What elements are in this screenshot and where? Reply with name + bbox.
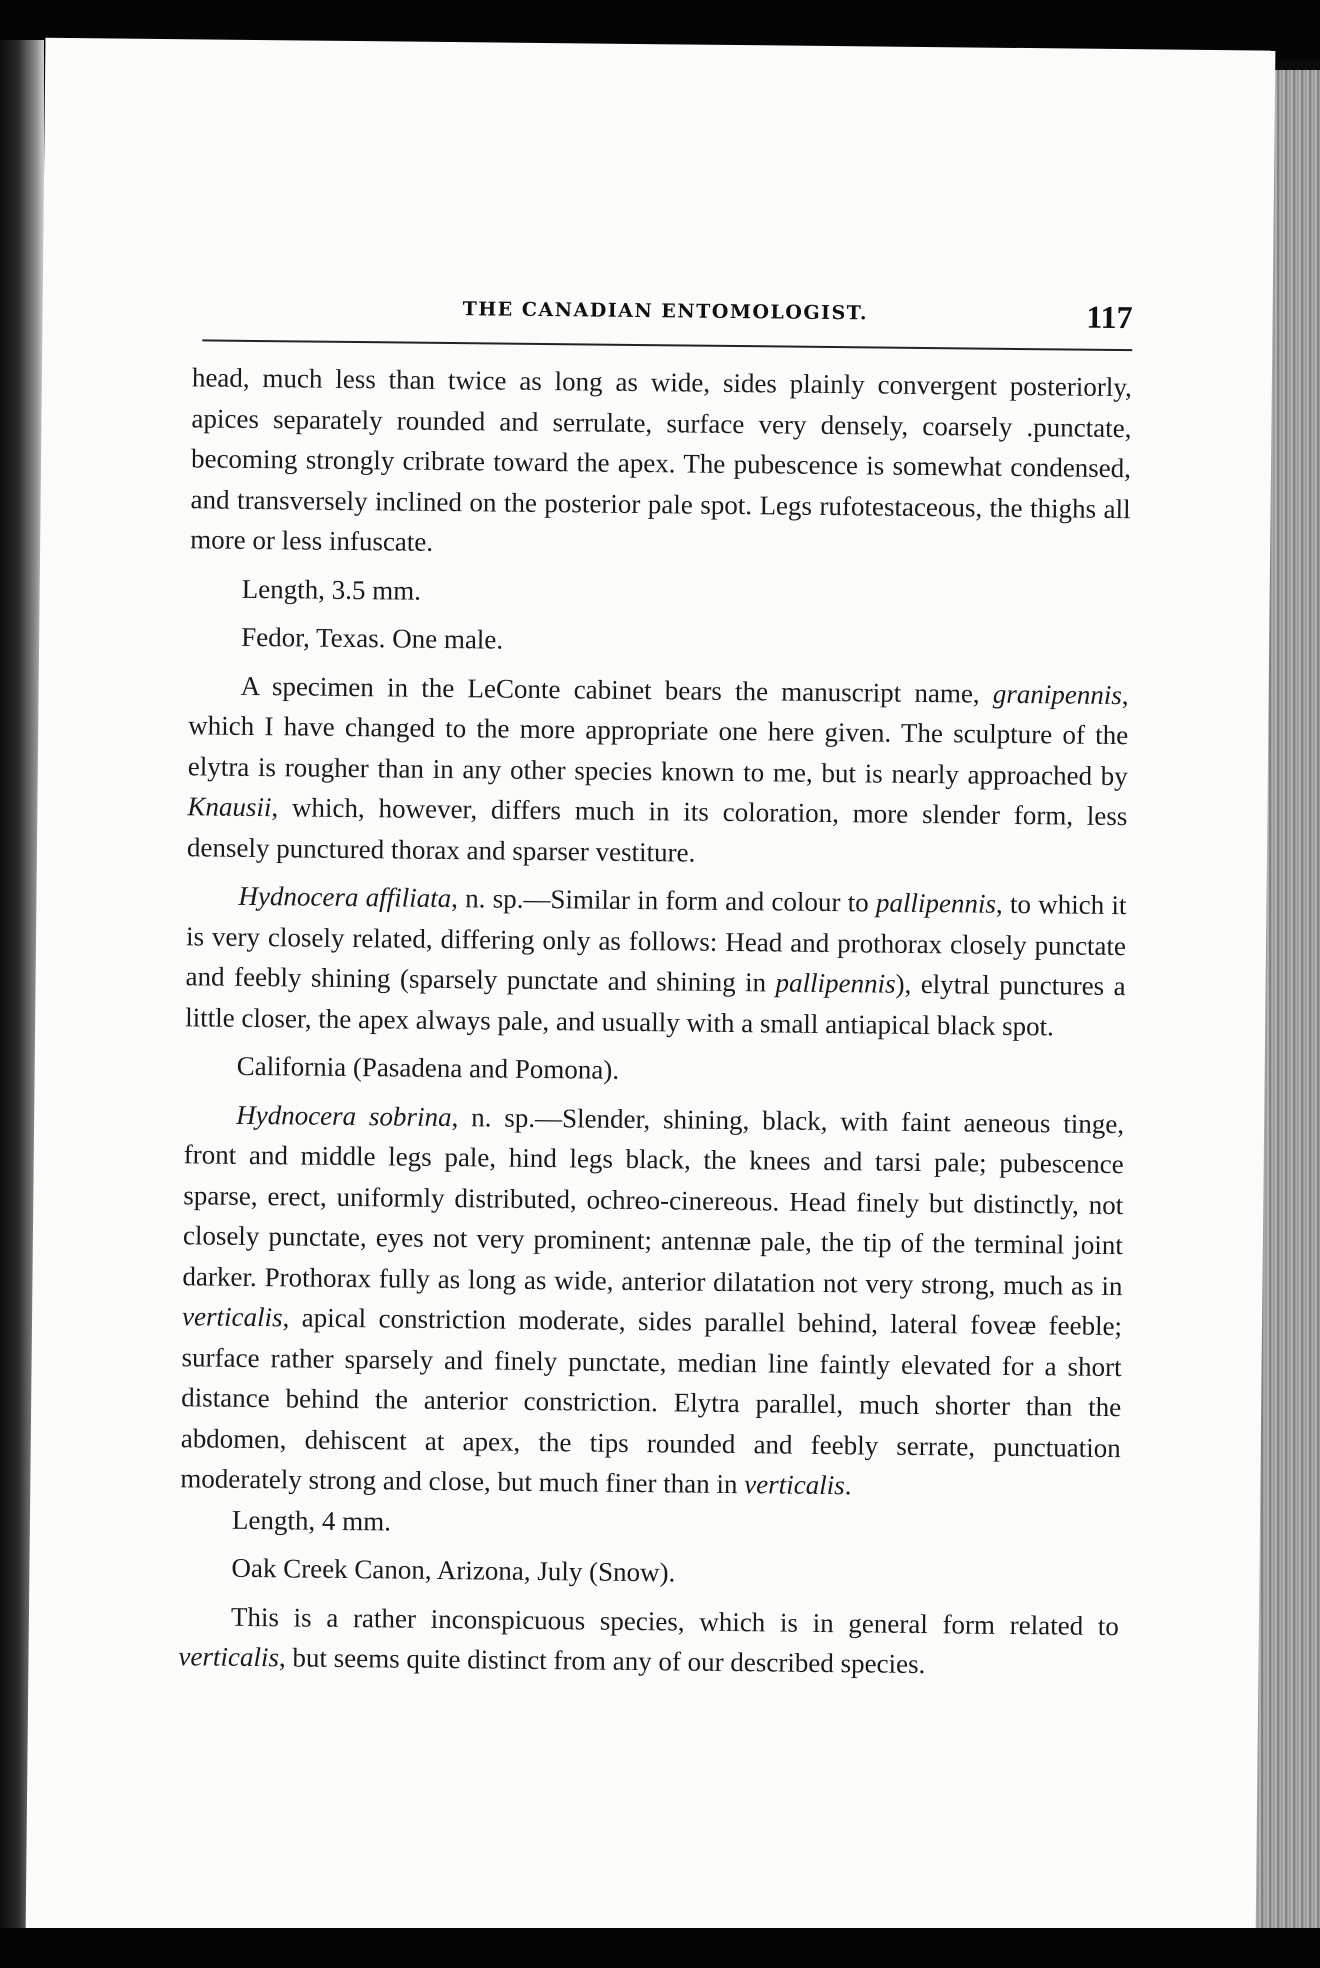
paragraph-affiliata: Hydnocera affiliata, n. sp.—Similar in form and colour to pallipennis, to which it is very closely related, differing only as follows: Head and prothorax closely punctate and feebly shining (sparsely punctate and shining in pallipennis), elytral punctures a little closer, the apex always pale, and usually with a small antiapical black spot. [185,880,1127,1041]
article-body [178,357,1132,1686]
species-title: Hydnocera sobrina [236,1099,452,1132]
species-name: verticalis [744,1469,845,1501]
paragraph-locality-california: California (Pasadena and Pomona). [236,1050,620,1085]
species-name: granipennis [992,678,1123,710]
paragraph-remarks: A specimen in the LeConte cabinet bears the manuscript name, granipennis, which I have changed to the more appropriate one here given. The sculpture of the elytra is rougher than in any other species known to me, but is nearly approached by Knausii, which, however, differs much in its coloration, more slender form, less densely punctured thorax and sparser vestiture. [186,670,1129,868]
paragraph-length-sobrina: Length, 4 mm. [231,1504,392,1536]
paragraph-closing: This is a rather inconspicuous species, which is in general form related to verticalis, but seems quite distinct from any of our described species. [178,1601,1120,1680]
species-name: Knausii [187,791,272,823]
paragraph-locality: Fedor, Texas. One male. [241,621,504,655]
paragraph-description-end: head, much less than twice as long as wide, sides plainly convergent posteriorly, apices separately rounded and serrulate, surface very densely, coarsely .punctate, becoming strongly cribrate toward the apex. The pubescence is somewhat condensed, and transversely inclined on the posterior pale spot. Legs rufotestaceous, the thighs all more or less infuscate. [190,362,1133,557]
species-name: verticalis [178,1641,280,1673]
species-name: verticalis [181,1301,283,1333]
paragraph-length: Length, 3.5 mm. [241,573,422,606]
page-number: 117 [1086,298,1133,336]
species-title: Hydnocera affiliata [238,880,452,914]
species-name: pallipennis [775,967,896,999]
book-page [26,38,1276,1951]
paragraph-locality-arizona: Oak Creek Canon, Arizona, July (Snow). [231,1552,676,1588]
scan-border-bottom [0,1928,1320,1968]
running-title: THE CANADIAN ENTOMOLOGIST. [462,298,869,325]
species-name: pallipennis [875,887,997,919]
paragraph-sobrina: Hydnocera sobrina, n. sp.—Slender, shining, black, with faint aeneous tinge, front and middle legs pale, hind legs black, the knees and tarsi pale; pubescence sparse, erect, uniformly distributed, ochreo-cinereous. Head finely but distinctly, not closely punctate, eyes not very prominent; antennæ pale, the tip of the terminal joint darker. Prothorax fully as long as wide, anterior dilatation not very strong, much as in verticalis, apical constriction moderate, sides parallel behind, lateral foveæ feeble; surface rather sparsely and finely punctate, median line faintly elevated for a short distance behind the anterior constriction. Elytra parallel, much shorter than the abdomen, dehiscent at apex, the tips rounded and feebly serrate, punctuation moderately strong and close, but much finer than in verticalis. [180,1099,1125,1501]
